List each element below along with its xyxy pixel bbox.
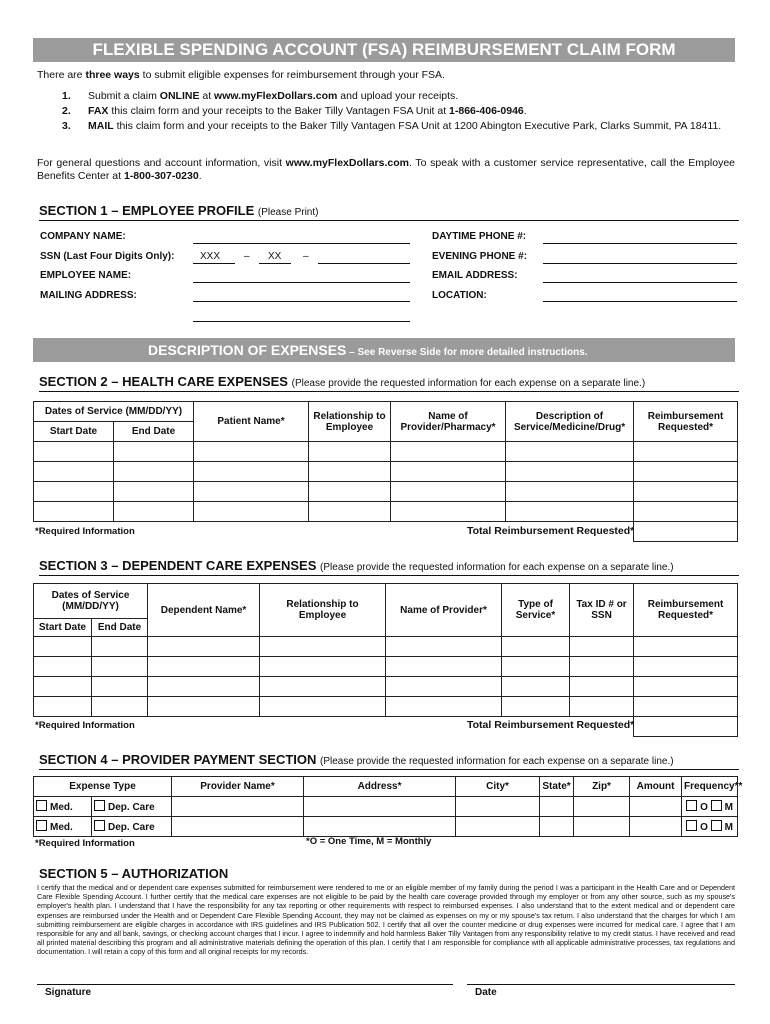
date-label: Date <box>475 987 497 998</box>
table-cell[interactable] <box>386 637 502 657</box>
table-row <box>34 817 738 837</box>
section1-heading: SECTION 1 – EMPLOYEE PROFILE <box>39 203 255 218</box>
table-cell[interactable] <box>391 482 506 502</box>
table-cell[interactable] <box>574 817 630 837</box>
section4-heading: SECTION 4 – PROVIDER PAYMENT SECTION <box>39 752 317 767</box>
table-cell[interactable] <box>34 442 114 462</box>
table-cell[interactable] <box>114 462 194 482</box>
section3-heading: SECTION 3 – DEPENDENT CARE EXPENSES <box>39 558 317 573</box>
section2-title <box>39 374 739 392</box>
step-text: this claim form and your receipts to the Baker Tilly Vantagen FSA Unit at 1200 Abington Executive Park, Clarks Summit, PA 18411. <box>113 120 722 132</box>
authorization-text: I certify that the medical and or dependent care expenses submitted for reimbursement were rendered to me or an eligible member of my family during the period I was a participant in the Health Care and or Dependent Care Flexible Spending Account. I further certify that the medical care expenses are not eligible to be paid by the health care coverage provided through my employer or from any other source, such as my spouse's employer's health plan. I understand that I have the responsibility for any tax reporting or other requirements with respect to reimbursed expenses. I also understand that to the extent medical and or dependent care expenses are reimbursed under the Health and or Dependent Care Flexible Spending Account, they may not be claimed as expenses on my or my spouse's tax return. I also understand that the charges for which I am submitting reimbursement are eligible charges in accordance with IRS guidelines and IRS Publication 502. I certify that all over the counter medicine or drug expenses were incurred for medical care. I agree that I am responsible for any and all bank, savings, or checking account charges that I incur. I agree to indemnify and hold harmless Baker Tilly Vantagen from any responsibility relative to my credit status. I have received and read all printed material describing this program and all administrative materials defining the operation of this plan. I certify that I am responsible for compliance with all applicable administrative processes, tax regulations and documentation. I will retain a copy of this form and all original receipts for my records. <box>37 883 735 957</box>
amount-header: Amount <box>630 777 682 797</box>
section4-required: *Required Information <box>35 838 135 849</box>
table-cell[interactable] <box>194 482 309 502</box>
section2-note: (Please provide the requested information for each expense on a separate line.) <box>291 378 646 389</box>
table-row <box>34 637 738 657</box>
table-cell[interactable] <box>634 462 738 482</box>
table-cell[interactable] <box>634 697 738 717</box>
description-banner <box>33 338 735 362</box>
mailing-field-1[interactable] <box>193 301 410 302</box>
section4-title <box>39 752 739 770</box>
dates-header: Dates of Service (MM/DD/YY) <box>34 584 148 619</box>
intro-bold: three ways <box>85 69 140 81</box>
step-fax <box>62 105 732 117</box>
description-header: Description of Service/Medicine/Drug* <box>506 402 634 442</box>
relationship-header: Relationship to Employee <box>260 584 386 637</box>
provider-payment-table <box>33 776 743 837</box>
table-cell[interactable] <box>34 482 114 502</box>
ssn-field-3[interactable] <box>318 263 410 264</box>
state-header: State* <box>540 777 574 797</box>
med-checkbox[interactable] <box>36 800 47 811</box>
table-cell[interactable] <box>502 677 570 697</box>
mailing-field-2[interactable] <box>193 321 410 322</box>
section3-title <box>39 558 739 576</box>
step-number: 2. <box>62 105 71 117</box>
monthly-checkbox[interactable] <box>711 800 722 811</box>
table-row <box>34 502 738 522</box>
table-cell[interactable] <box>34 697 92 717</box>
one-time-checkbox[interactable] <box>686 820 697 831</box>
med-checkbox[interactable] <box>36 820 47 831</box>
ssn-label: SSN (Last Four Digits Only): <box>40 251 175 262</box>
table-cell[interactable] <box>92 697 148 717</box>
submission-steps <box>62 90 732 135</box>
table-cell[interactable] <box>92 637 148 657</box>
table-cell[interactable] <box>391 442 506 462</box>
provider-header: Provider Name* <box>172 777 304 797</box>
company-field[interactable] <box>193 243 410 244</box>
table-cell[interactable] <box>304 817 456 837</box>
table-cell[interactable] <box>502 657 570 677</box>
general-post: . <box>198 170 202 182</box>
one-time-label: O <box>700 822 708 833</box>
table-cell[interactable] <box>194 462 309 482</box>
table-cell[interactable] <box>309 462 391 482</box>
table-cell[interactable] <box>540 797 574 817</box>
table-cell[interactable] <box>570 637 634 657</box>
table-cell[interactable] <box>34 637 92 657</box>
table-cell[interactable] <box>92 657 148 677</box>
fax-number: 1-866-406-0946 <box>449 105 524 117</box>
end-date-header: End Date <box>92 619 148 637</box>
table-row <box>34 657 738 677</box>
table-cell[interactable] <box>260 637 386 657</box>
table-cell[interactable] <box>634 637 738 657</box>
table-cell[interactable] <box>574 797 630 817</box>
relationship-header: Relationship to Employee <box>309 402 391 442</box>
eve-phone-field[interactable] <box>543 263 737 264</box>
monthly-label: M <box>724 802 733 813</box>
website-link[interactable]: www.myFlexDollars.com <box>285 157 409 169</box>
med-checkbox-cell[interactable] <box>34 797 92 817</box>
table-cell[interactable] <box>34 657 92 677</box>
health-care-table <box>33 401 738 542</box>
section3-note: (Please provide the requested information for each expense on a separate line.) <box>320 562 674 573</box>
general-mid: . To speak with a customer service representative, call the Employee Benefits Center at <box>37 157 735 182</box>
table-cell[interactable] <box>172 797 304 817</box>
table-cell[interactable] <box>194 502 309 522</box>
table-cell[interactable] <box>34 677 92 697</box>
table-cell[interactable] <box>391 502 506 522</box>
table-cell[interactable] <box>309 482 391 502</box>
table-cell[interactable] <box>114 502 194 522</box>
dep-care-checkbox[interactable] <box>94 800 105 811</box>
ssn-xx: XX <box>268 251 282 262</box>
table-cell[interactable] <box>114 482 194 502</box>
ssn-dash: – <box>303 251 309 262</box>
dep-checkbox-cell[interactable] <box>92 817 172 837</box>
table-row <box>34 482 738 502</box>
signature-line[interactable] <box>37 984 453 985</box>
start-date-header: Start Date <box>34 422 114 442</box>
section1-note: (Please Print) <box>257 207 319 218</box>
table-cell[interactable] <box>260 657 386 677</box>
section4-note: (Please provide the requested information for each expense on a separate line.) <box>320 756 674 767</box>
table-row <box>34 442 738 462</box>
reimbursement-header: Reimbursement Requested* <box>634 402 738 442</box>
dep-care-label: Dep. Care <box>108 822 155 833</box>
table-cell[interactable] <box>540 817 574 837</box>
mailing-label: MAILING ADDRESS: <box>40 290 137 301</box>
step-text: this claim form and your receipts to the Baker Tilly Vantagen FSA Unit at <box>108 105 450 117</box>
table-cell[interactable] <box>386 657 502 677</box>
table-cell[interactable] <box>570 657 634 677</box>
step-text: Submit a claim <box>88 90 160 102</box>
med-label: Med. <box>50 822 73 833</box>
med-checkbox-cell[interactable] <box>34 817 92 837</box>
step-bold: FAX <box>88 105 109 117</box>
intro-text <box>37 69 737 81</box>
table-row <box>34 462 738 482</box>
med-label: Med. <box>50 802 73 813</box>
table-cell[interactable] <box>634 502 738 522</box>
table-cell[interactable] <box>34 462 114 482</box>
frequency-note: *O = One Time, M = Monthly <box>306 836 432 847</box>
section3-total-label: Total Reimbursement Requested* <box>467 719 635 731</box>
ssn-dash: – <box>244 251 250 262</box>
provider-header: Name of Provider* <box>386 584 502 637</box>
table-cell[interactable] <box>386 677 502 697</box>
service-type-header: Type of Service* <box>502 584 570 637</box>
table-cell[interactable] <box>148 657 260 677</box>
general-info <box>37 157 735 183</box>
table-cell[interactable] <box>148 637 260 657</box>
table-cell[interactable] <box>456 817 540 837</box>
table-cell[interactable] <box>391 462 506 482</box>
table-cell[interactable] <box>506 482 634 502</box>
dep-checkbox-cell[interactable] <box>92 797 172 817</box>
section2-total-label: Total Reimbursement Requested* <box>467 525 635 537</box>
step-text: . <box>523 105 527 117</box>
description-banner-sub: – See Reverse Side for more detailed instructions. <box>346 347 588 358</box>
table-cell[interactable] <box>148 677 260 697</box>
employee-label: EMPLOYEE NAME: <box>40 270 132 281</box>
table-cell[interactable] <box>502 697 570 717</box>
dates-header: Dates of Service (MM/DD/YY) <box>34 402 194 422</box>
website-link[interactable]: www.myFlexDollars.com <box>214 90 338 102</box>
dep-care-checkbox[interactable] <box>94 820 105 831</box>
table-cell[interactable] <box>506 502 634 522</box>
frequency-cell[interactable] <box>682 817 738 837</box>
table-cell[interactable] <box>630 817 682 837</box>
section2-heading: SECTION 2 – HEALTH CARE EXPENSES <box>39 374 288 389</box>
expense-type-header: Expense Type <box>34 777 172 797</box>
city-header: City* <box>456 777 540 797</box>
frequency-header: Frequency** <box>682 777 738 797</box>
general-pre: For general questions and account information, visit <box>37 157 286 169</box>
table-cell[interactable] <box>630 797 682 817</box>
step-online <box>62 90 732 102</box>
table-cell[interactable] <box>194 442 309 462</box>
day-phone-label: DAYTIME PHONE #: <box>432 231 527 242</box>
section2-required: *Required Information <box>35 526 135 537</box>
intro-post: to submit eligible expenses for reimbursement through your FSA. <box>139 69 445 81</box>
provider-header: Name of Provider/Pharmacy* <box>391 402 506 442</box>
monthly-label: M <box>724 822 733 833</box>
step-number: 3. <box>62 120 71 132</box>
table-cell[interactable] <box>172 817 304 837</box>
section1-title <box>39 203 739 221</box>
table-cell[interactable] <box>34 502 114 522</box>
dep-care-label: Dep. Care <box>108 802 155 813</box>
table-row <box>34 797 738 817</box>
table-cell[interactable] <box>92 677 148 697</box>
start-date-header: Start Date <box>34 619 92 637</box>
signature-label: Signature <box>45 987 92 998</box>
ssn-xxx: XXX <box>200 251 221 262</box>
date-line[interactable] <box>467 984 735 985</box>
company-label: COMPANY NAME: <box>40 231 126 242</box>
zip-header: Zip* <box>574 777 630 797</box>
section5-title: SECTION 5 – AUTHORIZATION <box>39 866 229 881</box>
section3-required: *Required Information <box>35 720 135 731</box>
total-cell[interactable] <box>634 522 738 542</box>
email-label: EMAIL ADDRESS: <box>432 270 518 281</box>
one-time-label: O <box>700 802 708 813</box>
form-title: FLEXIBLE SPENDING ACCOUNT (FSA) REIMBURSEMENT CLAIM FORM <box>33 38 735 62</box>
location-field[interactable] <box>543 301 737 302</box>
patient-header: Patient Name* <box>194 402 309 442</box>
table-cell[interactable] <box>634 677 738 697</box>
table-cell[interactable] <box>260 697 386 717</box>
step-number: 1. <box>62 90 71 102</box>
reimbursement-header: Reimbursement Requested* <box>634 584 738 637</box>
table-cell[interactable] <box>260 677 386 697</box>
monthly-checkbox[interactable] <box>711 820 722 831</box>
step-bold: MAIL <box>88 120 114 132</box>
frequency-cell[interactable] <box>682 797 738 817</box>
ssn-field-1[interactable] <box>193 263 235 264</box>
table-cell[interactable] <box>456 797 540 817</box>
eve-phone-label: EVENING PHONE #: <box>432 251 528 262</box>
taxid-header: Tax ID # or SSN <box>570 584 634 637</box>
intro-pre: There are <box>37 69 86 81</box>
location-label: LOCATION: <box>432 290 487 301</box>
total-cell[interactable] <box>634 717 738 737</box>
table-row <box>34 697 738 717</box>
day-phone-field[interactable] <box>543 243 737 244</box>
step-bold: ONLINE <box>159 90 200 102</box>
table-cell[interactable] <box>634 657 738 677</box>
table-cell[interactable] <box>386 697 502 717</box>
table-cell[interactable] <box>502 637 570 657</box>
table-cell[interactable] <box>634 482 738 502</box>
table-cell[interactable] <box>570 697 634 717</box>
address-header: Address* <box>304 777 456 797</box>
one-time-checkbox[interactable] <box>686 800 697 811</box>
table-row <box>34 677 738 697</box>
benefits-phone: 1-800-307-0230 <box>123 170 199 182</box>
employee-field[interactable] <box>193 282 410 283</box>
table-cell[interactable] <box>506 442 634 462</box>
step-mail <box>62 120 732 132</box>
table-cell[interactable] <box>506 462 634 482</box>
email-field[interactable] <box>543 282 737 283</box>
end-date-header: End Date <box>114 422 194 442</box>
table-cell[interactable] <box>570 677 634 697</box>
table-cell[interactable] <box>309 502 391 522</box>
ssn-field-2[interactable] <box>259 263 291 264</box>
step-text: and upload your receipts. <box>337 90 459 102</box>
table-cell[interactable] <box>309 442 391 462</box>
dependent-header: Dependent Name* <box>148 584 260 637</box>
dependent-care-table <box>33 583 738 737</box>
step-text: at <box>199 90 215 102</box>
table-cell[interactable] <box>114 442 194 462</box>
table-cell[interactable] <box>148 697 260 717</box>
table-cell[interactable] <box>634 442 738 462</box>
description-banner-main: DESCRIPTION OF EXPENSES <box>148 342 347 358</box>
table-cell[interactable] <box>304 797 456 817</box>
